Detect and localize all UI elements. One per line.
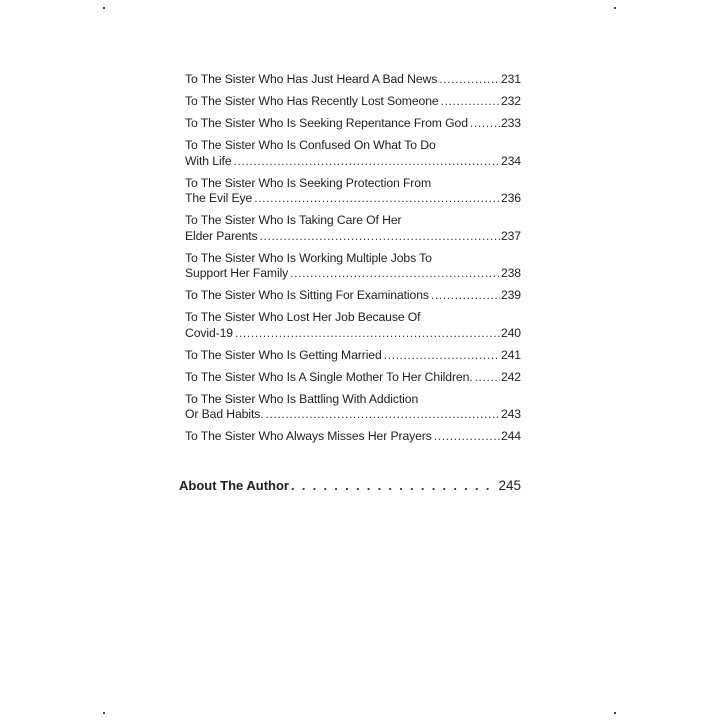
crop-mark xyxy=(614,7,616,9)
toc-entry-line-last xyxy=(185,154,521,170)
toc-entry-line xyxy=(185,310,521,326)
toc-page-number: 231 xyxy=(500,72,521,86)
toc-entry-title: To The Sister Who Is Sitting For Examinations xyxy=(185,288,429,302)
toc-entry-title: To The Sister Who Is Getting Married xyxy=(185,347,382,362)
toc-entry[interactable] xyxy=(185,310,521,348)
toc-entry-title: To The Sister Who Is Seeking Protection From xyxy=(185,175,431,190)
toc-entry-title: Elder Parents xyxy=(185,228,258,243)
toc-entry[interactable] xyxy=(185,176,521,214)
toc-entry-title: To The Sister Who Is A Single Mother To Her Children. xyxy=(185,369,473,384)
toc-entry-line xyxy=(185,213,521,229)
toc-entry-line-last xyxy=(185,116,521,132)
toc-entry-line xyxy=(185,138,521,154)
toc-entry-title: To The Sister Who Is Taking Care Of Her xyxy=(185,213,402,227)
toc-entry[interactable] xyxy=(185,94,521,116)
toc-entry[interactable] xyxy=(185,288,521,310)
toc-entry-title: To The Sister Who Has Recently Lost Someone xyxy=(185,94,439,108)
toc-entry[interactable] xyxy=(185,251,521,289)
toc-entry-line-last xyxy=(185,429,521,445)
toc-page-number: 238 xyxy=(500,266,521,280)
toc-entry[interactable] xyxy=(185,392,521,430)
toc-entry-title: To The Sister Who Is Confused On What To Do xyxy=(185,138,436,152)
dot-leader xyxy=(291,478,497,493)
dot-leader xyxy=(439,72,500,88)
toc-page-number: 245 xyxy=(498,478,521,493)
toc-entry[interactable] xyxy=(185,429,521,451)
toc-entry-line-last xyxy=(185,370,521,386)
toc-page-number: 244 xyxy=(500,429,521,443)
toc-entry-title: To The Sister Who Is Working Multiple Jobs To xyxy=(185,250,432,265)
dot-leader xyxy=(260,229,500,245)
toc-page-number: 239 xyxy=(500,288,521,302)
dot-leader xyxy=(254,191,500,207)
toc-entry-line xyxy=(185,251,521,267)
toc-entry-title: Support Her Family xyxy=(185,266,289,280)
toc-entry-title: About The Author xyxy=(179,478,289,493)
dot-leader xyxy=(470,116,500,132)
toc-entry-line-last xyxy=(185,191,521,207)
toc-entry-line-last xyxy=(185,288,521,304)
toc-entry-line-last xyxy=(185,348,521,364)
toc-entry-about-author[interactable] xyxy=(179,478,521,493)
toc-entry-line-last xyxy=(185,229,521,245)
toc-page-number: 242 xyxy=(500,369,521,384)
toc-entry[interactable] xyxy=(185,116,521,138)
toc-entry-title: To The Sister Who Lost Her Job Because Of xyxy=(185,310,421,324)
toc-page-number: 236 xyxy=(500,191,521,205)
dot-leader xyxy=(475,370,500,386)
toc-entry-line-last xyxy=(185,266,521,282)
toc-entry[interactable] xyxy=(185,348,521,370)
toc-entry-title: Covid-19 xyxy=(185,325,233,340)
table-of-contents xyxy=(185,72,521,451)
toc-entry-line-last xyxy=(185,94,521,110)
dot-leader xyxy=(235,326,500,342)
toc-entry-title: With Life xyxy=(185,153,232,168)
toc-entry-line-last xyxy=(185,407,521,423)
toc-entry-line xyxy=(185,176,521,192)
toc-entry-title: To The Sister Who Is Battling With Addiction xyxy=(185,391,419,406)
crop-mark xyxy=(103,712,105,714)
dot-leader xyxy=(290,266,500,282)
crop-mark xyxy=(614,712,616,714)
toc-entry[interactable] xyxy=(185,370,521,392)
dot-leader xyxy=(234,154,500,170)
toc-page-number: 237 xyxy=(500,228,521,243)
toc-entry[interactable] xyxy=(185,72,521,94)
toc-entry-title: Or Bad Habits. xyxy=(185,407,264,421)
toc-page-number: 240 xyxy=(500,325,521,340)
toc-entry[interactable] xyxy=(185,213,521,251)
toc-page-number: 241 xyxy=(500,347,521,362)
toc-entry-line-last xyxy=(185,72,521,88)
toc-page-number: 232 xyxy=(500,94,521,108)
toc-entry-line xyxy=(185,392,521,408)
toc-entry[interactable] xyxy=(185,138,521,176)
toc-entry-title: To The Sister Who Has Just Heard A Bad News xyxy=(185,72,438,86)
toc-entry-title: The Evil Eye xyxy=(185,191,253,205)
dot-leader xyxy=(266,407,500,423)
dot-leader xyxy=(384,348,500,364)
toc-page-number: 234 xyxy=(500,153,521,168)
toc-page-number: 243 xyxy=(500,407,521,421)
dot-leader xyxy=(431,288,500,304)
crop-mark xyxy=(103,7,105,9)
toc-entry-line-last xyxy=(185,326,521,342)
dot-leader xyxy=(441,94,500,110)
toc-entry-title: To The Sister Who Always Misses Her Prayers xyxy=(185,429,432,443)
toc-page-number: 233 xyxy=(500,116,521,130)
toc-entry-title: To The Sister Who Is Seeking Repentance From God xyxy=(185,116,468,130)
dot-leader xyxy=(434,429,500,445)
